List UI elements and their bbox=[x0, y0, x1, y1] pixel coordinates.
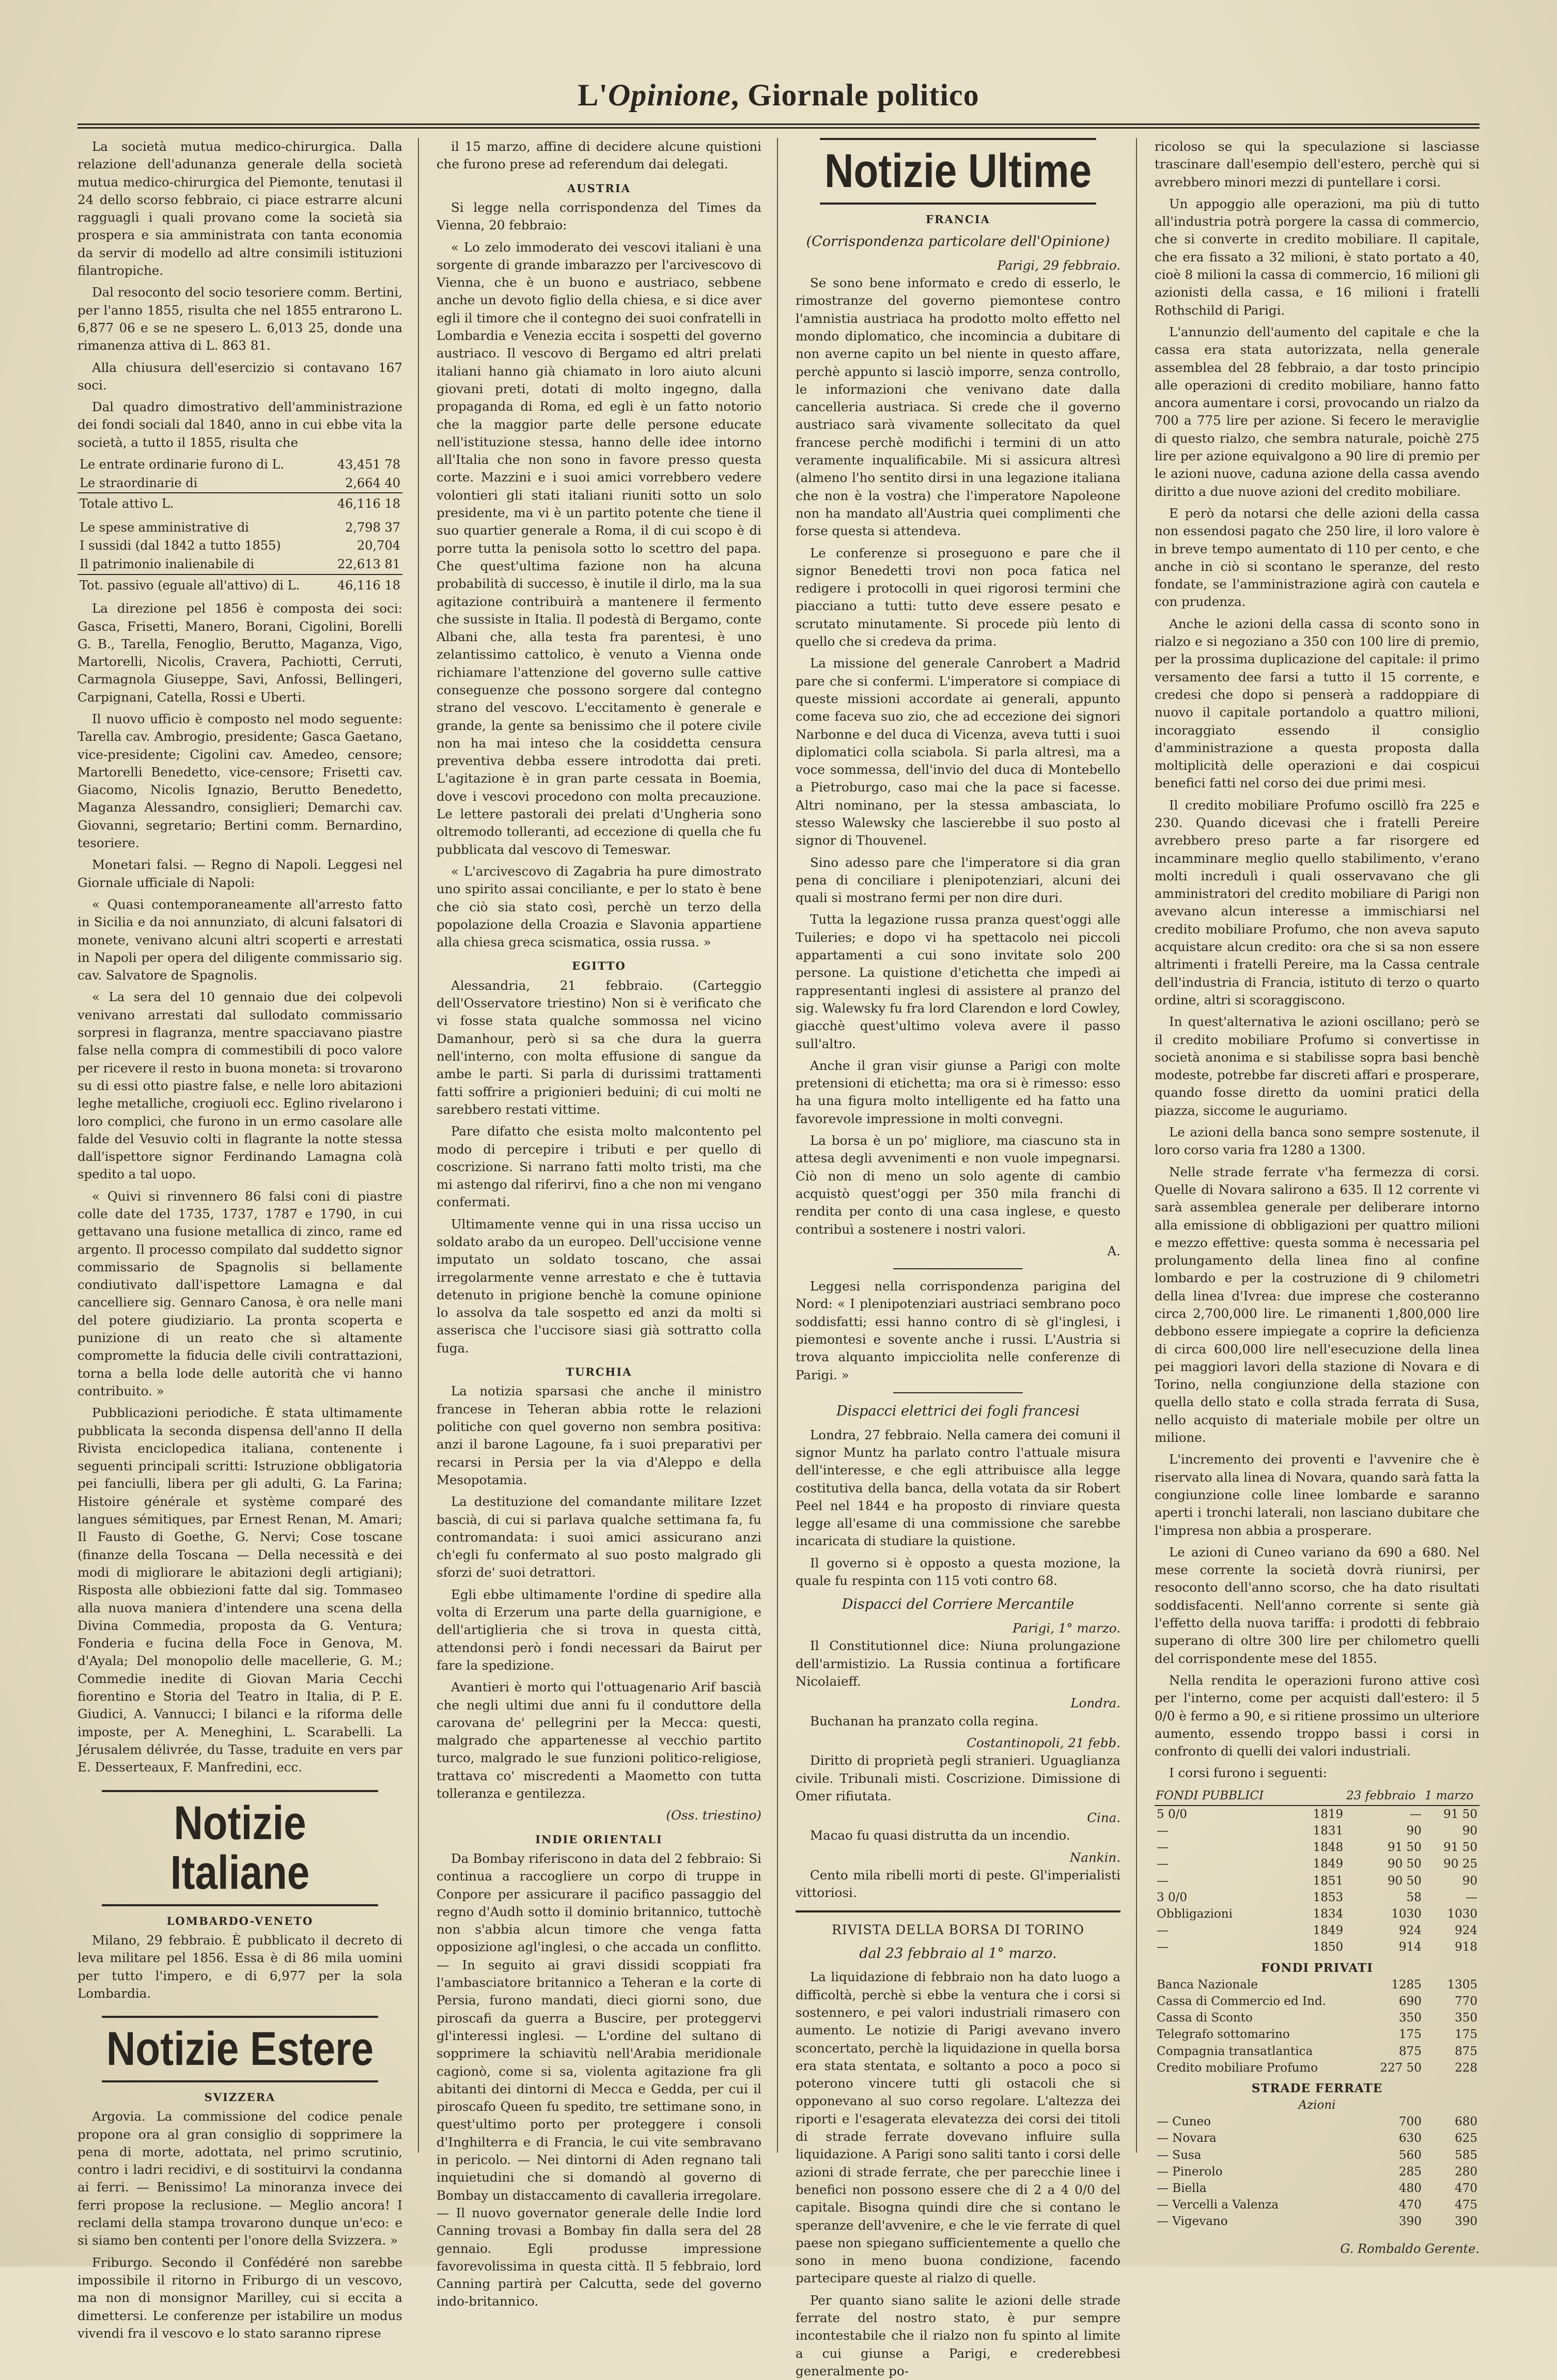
divider bbox=[796, 1910, 1120, 1912]
accounts-table-passive bbox=[77, 519, 402, 595]
article-paragraph: L'annunzio dell'aumento del capitale e che la cassa era stata autorizzata, nella generale assemblea del 28 febbraio, a dar tosto principio alle operazioni di credito mobiliare, hanno fatto ancora aumentare i corsi, provocando un rialzo da 700 a 775 lire per azione. Si fecero le meraviglie di questo rialzo, che sembra naturale, poichè 275 lire per azione equivalgono a 90 lire di premio per le azioni nuove, caduna azione della cassa avendo diritto a due nuove azioni del credito mobiliare. bbox=[1155, 324, 1480, 499]
dateline: Costantinopoli, 21 febb. bbox=[967, 1735, 1120, 1750]
table-row: — Vigevano 390 390 bbox=[1157, 2215, 1477, 2229]
subsection-heading: SVIZZERA bbox=[204, 2090, 276, 2104]
article-paragraph: Diritto di proprietà pegli stranieri. Uguaglianza civile. Tribunali misti. Coscrizione. Dimissione di Omer rifiutata. bbox=[796, 1753, 1120, 1803]
table-row: — 1850 914 918 bbox=[1157, 1940, 1477, 1954]
private-funds-rows bbox=[1155, 1977, 1480, 2076]
article-paragraph: Dal resoconto del socio tesoriere comm. Bertini, per l'anno 1855, risulta che nel 1855 entrarono L. 6,877 06 e se ne spesero L. 6,013 25, donde una rimanenza attiva di L. 863 81. bbox=[77, 285, 402, 353]
dateline: Londra. bbox=[1070, 1695, 1120, 1711]
table-row: — 1831 90 90 bbox=[1157, 1824, 1477, 1838]
quotations-table bbox=[1155, 1786, 1480, 2230]
article-paragraph: La destituzione del comandante militare Izzet bascià, di cui si parlava qualche settimana fa, fu contromandata: i suoi amici assicurano anzi ch'egli fu confermato al suo posto malgrado gli sforzi de' suoi detrattori. bbox=[437, 1494, 761, 1580]
article-paragraph: Londra, 27 febbraio. Nella camera dei comuni il signor Muntz ha parlato contro l'attuale misura dell'interesse, e che egli attribuisce alla legge costitutiva della banca, della votata da sir Robert Peel nel 1844 e ha proposto di rinviare questa legge all'esame di una commissione che sarebbe incaricata di studiare la quistione. bbox=[796, 1427, 1120, 1549]
article-paragraph: Le azioni della banca sono sempre sostenute, il loro corso varia fra 1280 a 1300. bbox=[1155, 1125, 1480, 1158]
article-paragraph: La direzione pel 1856 è composta dei soci: Gasca, Frisetti, Manero, Borani, Cigolini, Borelli G. B., Tarella, Fenoglio, Berutto, Maganza, Vigo, Martorelli, Nicolis, Cravera, Pachiotti, Cerruti, Carmagnola Giuseppe, Savi, Anfossi, Bellingeri, Carpignani, Catella, Rossi e Uberti. bbox=[77, 601, 402, 705]
article-paragraph: « Quivi si rinvennero 86 falsi coni di piastre colle date del 1735, 1737, 1787 e 1790, in cui gettavano una fusione metallica di zinco, rame ed argento. Il processo compilato dal suddetto signor commissario de Spagnolis si bellamente condiutivato dall'ispettore Lamagna e dal cancelliere sig. Gennaro Canosa, è ora nelle mani del potere giudiziario. La pronta scoperta e punizione di un reato che sì altamente compromette la fiducia delle civili contrattazioni, torna a bella lode delle autorità che vi hanno contribuito. » bbox=[77, 1188, 402, 1398]
column-1 bbox=[77, 138, 419, 2341]
table-row: Compagnia transatlantica 875 875 bbox=[1157, 2044, 1477, 2058]
article-paragraph: Buchanan ha pranzato colla regina. bbox=[810, 1713, 1039, 1729]
subsection-heading: AUSTRIA bbox=[567, 181, 631, 195]
divider bbox=[893, 1392, 1023, 1393]
section-heading-estere: Notizie Estere bbox=[102, 2016, 378, 2082]
article-paragraph: Le azioni di Cuneo variano da 690 a 680. Nel mese corrente la società dovrà riunirsi, per resoconto dell'anno scorso, che ha dato risultati soddisfacenti. Nell'anno corrente si sente già l'effetto della nuova tariffa: i prodotti di febbraio superano di oltre 300 lire per chilometro quelli del corrispondente mese del 1855. bbox=[1155, 1544, 1480, 1666]
article-paragraph: La società mutua medico-chirurgica. Dalla relazione dell'adunanza generale della società mutua medico-chirurgica del Piemonte, tenutasi il 24 dello scorso febbraio, ci piace estrarre alcuni ragguagli i quali provano come la società sia prospera e sia amministrata con tanta economia da servir di modello ad altre consimili istituzioni filantropiche. bbox=[77, 139, 402, 278]
table-row: 5 0/0 1819 — 91 50 bbox=[1157, 1807, 1477, 1821]
table-row: — 1849 90 50 90 25 bbox=[1157, 1857, 1477, 1871]
article-paragraph: Il nuovo ufficio è composto nel modo seguente: Tarella cav. Ambrogio, presidente; Gasca Gaetano, vice-presidente; Cigolini cav. Amedeo, censore; Martorelli Benedetto, vice-censore; Frisetti cav. Giacomo, Nicolis Ignazio, Berutto Benedetto, Maganza Alessandro, consiglieri; Demarchi cav. Giovanni, segretario; Bertini comm. Bernardino, tesoriere. bbox=[77, 711, 402, 851]
article-paragraph: Il Constitutionnel dice: Niuna prolungazione dell'armistizio. La Russia continua a fortificare Nicolaieff. bbox=[796, 1638, 1120, 1689]
dispatch-heading: Dispacci elettrici dei fogli francesi bbox=[836, 1403, 1080, 1419]
signature: G. Rombaldo Gerente. bbox=[1340, 2241, 1480, 2256]
article-paragraph: L'incremento dei proventi e l'avvenire che è riservato alla linea di Novara, quando sarà fatta la congiunzione colle linee lombarde e saranno aperti i tronchi laterali, non lasciano dubitare che l'impresa non abbia a prosperare. bbox=[1155, 1452, 1480, 1538]
article-paragraph: « Lo zelo immoderato dei vescovi italiani è una sorgente di grande imbarazzo per l'arcivescovo di Vienna, che è un buono e austriaco, sebbene anche un devoto figlio della chiesa, e si dice aver egli il timore che il contegno dei suoi confratelli in Lombardia e Venezia eccita i sospetti del governo austriaco. Il vescovo di Bergamo ed altri prelati italiani hanno già chiamato in loro aiuto alcuni giovani preti, dotati di molto ingegno, dalla propaganda di Roma, ed egli è un fatto notorio che la maggior parte delle persone educate nell'istituzione stessa, hanno delle idee intorno all'Italia che non sono in favore presso questa corte. Mazzini e i suoi amici vorrebbero vedere volontieri gli stati italiani riuniti sotto un solo presidente, ma vi è un partito potente che tiene il suo quartier generale a Roma, il di cui scopo è di porre tutta la penisola sotto lo scettro del papa. Che quest'ultima fazione non ha alcuna probabilità di successo, è inutile il dirlo, ma la sua agitazione contribuirà a mantenere il fermento che sussiste in Italia. Il podestà di Bergamo, conte Albani che, alla testa fra parentesi, è uno zelantissimo cattolico, è venuto a Vienna onde richiamare l'attenzione del governo sulle cattive conseguenze che possono sorgere dal contegno strano del vescovo. L'eccitamento è generale e grande, la gente sa benissimo che il potere civile non ha mai inteso che la cosiddetta censura preventiva debba essere introdotta dai preti. L'agitazione è in gran parte cessata in Boemia, dove i vescovi procedono con molta precauzione. Le lettere pastorali dei prelati d'Ungheria sono oltremodo tolleranti, ad eccezione di quella che fu pubblicata dal vescovo di Temeswar. bbox=[437, 239, 761, 857]
article-paragraph: Alessandria, 21 febbraio. (Carteggio dell'Osservatore triestino) Non si è verificato che vi fosse stata qualche sommossa nel vicino Damanhour, però si sa che dura la guerra nell'interno, con molta effusione di sangue da ambe le parti. Si parla di durissimi trattamenti fatti soffrire a prigionieri beduini; di cui molti ne sarebbero restati vittime. bbox=[437, 977, 761, 1117]
table-row: Il patrimonio inalienabile di 22,613 81 bbox=[80, 557, 400, 572]
table-row: Obbligazioni 1834 1030 1030 bbox=[1157, 1907, 1477, 1921]
article-paragraph: Egli ebbe ultimamente l'ordine di spedire alla volta di Erzerum una parte della guarnigione, e dell'artiglieria che si trova in questa città, attendonsi però i fondi necessari da Bairut per fare la spedizione. bbox=[437, 1586, 761, 1673]
article-paragraph: Anche le azioni della cassa di sconto sono in rialzo e si negoziano a 350 con 100 lire di premio, per la prossima duplicazione del capitale: il primo versamento dee farsi a tutto il 15 corrente, e credesi che dopo si penserà a raddoppiare di nuovo il capitale portandolo a quattro milioni, incoraggiato essendo il consiglio d'amministrazione a questa proposta dalla moltiplicità delle operazioni e dai cospicui benefici fatti nel corso dei due primi mesi. bbox=[1155, 616, 1480, 791]
masthead-title: Opinione bbox=[608, 78, 731, 112]
table-header-row: FONDI PUBBLICI 23 febbraio 1 marzo bbox=[1155, 1786, 1480, 1806]
article-paragraph: Un appoggio alle operazioni, ma più di tutto all'industria potrà porgere la cassa di commercio, che si converte in credito mobiliare. Il capitale, che era fissato a 32 milioni, è stato portato a 40, cioè 8 milioni la cassa di commercio, 16 milioni gli azionisti della cassa, e 16 milioni i fratelli Rothschild di Parigi. bbox=[1155, 196, 1480, 318]
article-paragraph: La missione del generale Canrobert a Madrid pare che si confermi. L'imperatore si compiace di queste missioni accordate ai generali, appunto come faceva suo zio, che ad eccezione dei signori Narbonne e del duca di Vicenza, aveva tutti i suoi diplomatici colla sciabola. Si parla altresì, ma a voce sommessa, dell'invio del duca di Montebello a Pietroburgo, caso mai che la pace si facesse. Altri nominano, per la stessa ambasciata, lo stesso Walewsky che lascierebbe il suo posto al signor di Thouvenel. bbox=[796, 656, 1120, 848]
table-row: Cassa di Sconto 350 350 bbox=[1157, 2011, 1477, 2025]
article-paragraph: Macao fu quasi distrutta da un incendio. bbox=[810, 1828, 1070, 1843]
table-row: — Vercelli a Valenza 470 475 bbox=[1157, 2198, 1477, 2212]
source-attribution: (Oss. triestino) bbox=[666, 1808, 761, 1823]
article-paragraph: Se sono bene informato e credo di esserlo, le rimostranze del governo piemontese contro l'amnistia austriaca ha prodotto molto effetto nel mondo diplomatico, che incomincia a dubitare di non averne capito un bel niente in questo affare, perchè appunto si lasciò imporre, senza controllo, le informazioni che venivano date dalla cancelleria austriaca. Si crede che il governo austriaco sarà vivamente sollecitato da quel francese perchè modifichi i termini di un atto veramente inqualificabile. Mi si assicura altresì (almeno l'ho sentito dirsi in una legazione italiana che non è la vostra) che l'imperatore Napoleone non ha mandato all'Austria quei complimenti che forse questa si attendeva. bbox=[796, 275, 1120, 539]
table-row: — Novara 630 625 bbox=[1157, 2132, 1477, 2145]
subsection-heading: TURCHIA bbox=[566, 1365, 632, 1379]
dateline: Nankin. bbox=[1069, 1849, 1120, 1865]
article-paragraph: Cento mila ribelli morti di peste. Gl'imperialisti vittoriosi. bbox=[796, 1868, 1120, 1901]
article-paragraph: La notizia sparsasi che anche il ministro francese in Teheran abbia rotte le relazioni politiche con quel governo non sembra positiva: anzi il barone Lagoune, fa i suoi preparativi per recarsi in Persia per la via d'Aleppo e della Mesopotamia. bbox=[437, 1383, 761, 1487]
table-subgroup-row: Azioni bbox=[1298, 2098, 1336, 2112]
article-paragraph: Pubblicazioni periodiche. È stata ultimamente pubblicata la seconda dispensa dell'anno II della Rivista enciclopedica italiana, contenente i seguenti principali scritti: Istruzione obbligatoria pei fanciulli, libera per gli adulti, G. La Farina; Histoire générale et système comparé des langues sémitiques, par Ernest Renan, M. Amari; Il Fausto di Goethe, G. Nervi; Cose toscane (finanze della Toscana — Della necessità e dei modi di migliorare le abitazioni degli artigiani); Risposta alle obbiezioni fatte dal sig. Tommaseo alla nuova maniera d'intendere una scena della Divina Commedia, proposta da G. Ventura; Fonderia e fucina della Foce in Genova, M. d'Ayala; Del monopolio delle macellerie, G. M.; Commedie inedite di Giovan Maria Cecchi fiorentino e Storia del Teatro in Italia, di P. E. Giudici, A. Vannucci; I bilanci e la riforma delle imposte, per A. Meneghini, L. Scarabelli. La Jérusalem délivrée, du Tasse, traduite en vers par E. Desserteaux, F. Manfredini, ecc. bbox=[77, 1405, 402, 1775]
table-row: — 1849 924 924 bbox=[1157, 1924, 1477, 1938]
article-paragraph: Pare difatto che esista molto malcontento pel modo di percepire i tributi e per quello di coscrizione. Si narrano fatti molto tristi, ma che mi astengo dal riferirvi, fino a che non mi vengano confermati. bbox=[437, 1124, 761, 1210]
subsection-heading: INDIE ORIENTALI bbox=[535, 1832, 663, 1846]
article-paragraph: Nella rendita le operazioni furono attive così per l'interno, come per acquisti dall'estero: il 5 0/0 è fermo a 90, e si ritiene prossimo un ulteriore aumento, essendo troppo bassi i corsi in confronto di quelli dei valori industriali. bbox=[1155, 1672, 1480, 1759]
table-row: — Biella 480 470 bbox=[1157, 2182, 1477, 2196]
article-paragraph: E però da notarsi che delle azioni della cassa non essendosi pagato che 250 lire, il loro valore è in breve tempo aumentato di 110 per cento, e che anche in ciò si scontano le speranze, del resto fondate, se l'amministrazione agirà con cautela e con prudenza. bbox=[1155, 505, 1480, 610]
railway-rows bbox=[1155, 2113, 1480, 2230]
table-row: — Susa 560 585 bbox=[1157, 2148, 1477, 2162]
article-paragraph: Milano, 29 febbraio. È pubblicato il decreto di leva militare pel 1856. Essa è di 86 mila uomini per tutto l'impero, e di 6,977 per la sola Lombardia. bbox=[77, 1933, 402, 2001]
divider bbox=[893, 1268, 1023, 1269]
article-paragraph: Monetari falsi. — Regno di Napoli. Leggesi nel Giornale ufficiale di Napoli: bbox=[77, 857, 402, 890]
masthead-subtitle: , Giornale politico bbox=[731, 78, 979, 112]
article-paragraph: Per quanto siano salite le azioni delle strade ferrate del nostro stato, è pur sempre incontestabile che il rialzo non fu spinto al limite a cui giunse a Parigi, e crederebbesi generalmente po- bbox=[796, 2292, 1120, 2378]
article-paragraph: Si legge nella corrispondenza del Times da Vienna, 20 febbraio: bbox=[437, 199, 761, 233]
public-funds-rows bbox=[1155, 1806, 1480, 1956]
article-paragraph: Friburgo. Secondo il Confédéré non sarebbe impossibile il ritorno in Friburgo di un vescovo, ma non di monsignor Marilley, cui si eccita a dimettersi. Le conferenze per istabilire un modus vivendi fra il vescovo e lo stato saranno riprese bbox=[77, 2254, 402, 2341]
dispatch-heading: Dispacci del Corriere Mercantile bbox=[842, 1596, 1075, 1613]
table-row: Telegrafo sottomarino 175 175 bbox=[1157, 2028, 1477, 2042]
masthead-prefix: L' bbox=[578, 78, 608, 112]
article-paragraph: La borsa è un po' migliore, ma ciascuno sta in attesa degli avvenimenti e non vuole impegnarsi. Ciò non di meno un solo agente di cambio acquistò quest'oggi per 350 mila franchi di rendita per conto di una casa inglese, e questo contribuì a sostenere i nostri valori. bbox=[796, 1133, 1120, 1237]
table-row: Le straordinarie di 2,664 40 bbox=[80, 475, 400, 490]
article-paragraph: Anche il gran visir giunse a Parigi con molte pretensioni di etichetta; ma ora si è rimesso: esso ha una figura molto intelligente ed ha fatto una favorevole impressione in molti convegni. bbox=[796, 1057, 1120, 1126]
subsection-heading: LOMBARDO-VENETO bbox=[166, 1914, 314, 1927]
accounts-table-active bbox=[77, 456, 402, 514]
article-paragraph: Ultimamente venne qui in una rissa ucciso un soldato arabo da un europeo. Dell'uccisione venne imputato un soldato toscano, che assai irregolarmente venne arrestato e che è tuttavia detenuto in prigione benchè la comune opinione lo assolva da tale sospetto ed anzi da molti si asserisca che l'uccisore siasi già sottratto colla fuga. bbox=[437, 1216, 761, 1356]
rivista-subheading: dal 23 febbraio al 1° marzo. bbox=[859, 1945, 1057, 1962]
article-paragraph: il 15 marzo, affine di decidere alcune quistioni che furono prese ad referendum dai delegati. bbox=[437, 139, 761, 172]
dateline: Parigi, 1° marzo. bbox=[1013, 1621, 1120, 1636]
dateline: Cina. bbox=[1087, 1810, 1120, 1826]
article-paragraph: La liquidazione di febbraio non ha dato luogo a difficoltà, perchè si ebbe la ventura che i corsi si sostennero, e pei valori industriali rimasero con aumento. Le notizie di Parigi avevano invero sconcertato, perchè la liquidazione in quella borsa era stata stentata, e soltanto a poco a poco si poterono vincere tutti gli ostacoli che si opponevano al suo corso regolare. L'altezza dei riporti e l'esagerata elevatezza dei corsi dei titoli di strade ferrate dovevano influire sulla liquidazione. A Parigi sono saliti tanto i corsi delle azioni di strade ferrate, che per parecchie linee i benefici non possono essere che di 2 a 4 0/0 del capitale. Bisogna quindi dire che si contano le speranze dell'avvenire, e che le vie ferrate di quel paese non spiegano sufficientemente a quello che sono in meno buona condizione, facendo partecipare queste al rialzo di quelle. bbox=[796, 1969, 1120, 2286]
table-row: Le entrate ordinarie furono di L. 43,451 78 bbox=[80, 457, 400, 472]
table-row-total: Totale attivo L. 46,116 18 bbox=[77, 493, 402, 514]
table-row: Banca Nazionale 1285 1305 bbox=[1157, 1978, 1477, 1992]
table-row: 3 0/0 1853 58 — bbox=[1157, 1890, 1477, 1904]
table-row: Cassa di Commercio ed Ind. 690 770 bbox=[1157, 1994, 1477, 2008]
column-3 bbox=[796, 138, 1137, 2378]
article-paragraph: Da Bombay riferiscono in data del 2 febbraio: Si continua a raccogliere un corpo di truppe in Conpore per assicurare il pacifico passaggio del regno d'Audh sotto il dominio britannico, tuttochè non s'abbia alcun timore che venga fatta opposizione agl'inglesi, o che accada un conflitto. — In seguito ai gravi dissidi scoppiati fra l'ambasciatore britannico a Teheran e la corte di Persia, furono mandati, dieci giorni sono, due piroscafi da guerra a Buscire, per proteggervi gl'interessi inglesi. — L'ordine del sultano di sopprimere la schiavitù nell'Arabia meridionale cagionò, come si sa, violenta agitazione fra gli abitanti dei dintorni di Mecca e Gedda, per cui il piroscafo Queen fu spedito, tre settimane sono, in quest'ultimo porto per proteggere i consoli d'Inghilterra e di Francia, le cui vite sembravano in pericolo. — Nei dintorni di Aden regnano tali inquietudini che si domandò al governo di Bombay un distaccamento di cavalleria irregolare. — Il nuovo governator generale delle Indie lord Canning trovasi a Bombay fin dalla sera del 28 gennaio. Egli produsse impressione favorevolissima in questa città. Il 5 febbraio, lord Canning partirà per Calcutta, sede del governo indo-britannico. bbox=[437, 1850, 761, 2309]
table-row: — 1851 90 50 90 bbox=[1157, 1874, 1477, 1888]
masthead bbox=[77, 77, 1480, 129]
article-paragraph: Nelle strade ferrate v'ha fermezza di corsi. Quelle di Novara salirono a 635. Il 12 corrente vi sarà assemblea generale per deliberare intorno alla emissione di obbligazioni per quattro milioni e mezzo effettive: questa somma è necessaria pel prolungamento della linea fino al confine lombardo e per la costruzione di 9 chilometri della linea d'Ivrea: due imprese che costeranno circa 2,700,000 lire. Le rimanenti 1,800,000 lire debbono essere impiegate a coprire la deficienza di circa 600,000 lire nell'esecuzione della linea pei maggiori lavori della stazione di Novara e di Torino, nella congiunzione della stazione con quella dello stato e colla strada ferrata di Susa, nello acquisto di materiale mobile per oltre un milione. bbox=[1155, 1164, 1480, 1445]
rivista-heading: RIVISTA DELLA BORSA DI TORINO bbox=[832, 1922, 1084, 1937]
article-paragraph: In quest'alternativa le azioni oscillano; però se il credito mobiliare Profumo si convertisse in società anonima e si stabilisse sopra basi benchè modeste, potrebbe far discreti affari e prosperare, quando fosse diretto da uomini pratici della piazza, siccome le auguriamo. bbox=[1155, 1014, 1480, 1118]
subsection-heading: FRANCIA bbox=[926, 212, 990, 226]
article-paragraph: Le conferenze si proseguono e pare che il signor Benedetti trovi non poca fatica nel redigere i protocolli in quei rigorosi termini che piacciano a tutti: tutto deve essere pesato e scrutato minutamente. Si procede più lento di quello che si credeva da prima. bbox=[796, 545, 1120, 649]
section-heading-italiane: Notizie Italiane bbox=[102, 1790, 378, 1906]
table-group-row: FONDI PRIVATI bbox=[1261, 1961, 1373, 1975]
article-paragraph: Alla chiusura dell'esercizio si contavano 167 soci. bbox=[77, 360, 402, 393]
article-paragraph: Il governo si è opposto a questa mozione, la quale fu respinta con 115 voti contro 68. bbox=[796, 1555, 1120, 1589]
article-paragraph: Leggesi nella corrispondenza parigina del Nord: « I plenipotenziari austriaci sembrano poco soddisfatti; essi hanno contro di sè gl'inglesi, i piemontesi e sovente anche i russi. L'Austria si trova alquanto impicciolita nelle conferenze di Parigi. » bbox=[796, 1279, 1120, 1382]
table-row: — Cuneo 700 680 bbox=[1157, 2115, 1477, 2129]
article-paragraph: Avantieri è morto qui l'ottuagenario Arif bascià che negli ultimi due anni fu il conduttore della carovana de' pellegrini per la Mecca: questi, malgrado che appartenesse al vecchio partito turco, malgrado le sue funzioni politico-religiose, trattava co' miscredenti a Maometto con tutta tolleranza e gentilezza. bbox=[437, 1679, 761, 1801]
column-2 bbox=[437, 138, 778, 2309]
dateline: Parigi, 29 febbraio. bbox=[997, 257, 1120, 273]
table-row-total: Tot. passivo (eguale all'attivo) di L. 46,116 18 bbox=[77, 574, 402, 595]
author-initial: A. bbox=[1107, 1243, 1120, 1258]
article-paragraph: « L'arcivescovo di Zagabria ha pure dimostrato uno spirito assai conciliante, e per lo stato è bene che ciò sia stato così, perchè un terzo della popolazione della Croazia e Slavonia appartiene alla chiesa greca scismatica, ossia russa. » bbox=[437, 863, 761, 950]
table-group-row: STRADE FERRATE bbox=[1251, 2081, 1383, 2095]
table-row: Credito mobiliare Profumo 227 50 228 bbox=[1157, 2061, 1477, 2075]
article-paragraph: « Quasi contemporaneamente all'arresto fatto in Sicilia e da noi annunziato, di alcuni falsatori di monete, venivano alcuni altri scoperti e arrestati in Napoli per opera del diligente commissario sig. cav. Salvatore de Spagnolis. bbox=[77, 896, 402, 983]
article-paragraph: Il credito mobiliare Profumo oscillò fra 225 e 230. Quando dicevasi che i fratelli Pereire avrebbero preso parte a far risorgere ed incamminare meglio quello stabilimento, v'erano molti incredulì i quali osservavano che gli amministratori del credito mobiliare di Parigi non avevano alcun interesse a immischiarsi nel credito mobiliare Profumo, che non aveva saputo acquistare alcun credito: ora che si sa non essere altrimenti i fratelli Pereire, ma la Cassa centrale dell'industria di Francia, istituto di terzo o quarto ordine, altri si scoraggiscono. bbox=[1155, 797, 1480, 1007]
article-paragraph: Argovia. La commissione del codice penale propone ora al gran consiglio di sopprimere la pena di morte, adottata, nel primo scrutinio, contro i ladri recidivi, e di sostituirvi la condanna ai ferri. — Benissimo! La minoranza invece dei ferri propose la reclusione. — Meglio ancora! I reclami della stampa trovarono dunque un'eco: e si siamo ben contenti per l'onore della Svizzera. » bbox=[77, 2109, 402, 2248]
table-row: — Pinerolo 285 280 bbox=[1157, 2165, 1477, 2179]
article-paragraph: Dal quadro dimostrativo dell'amministrazione dei fondi sociali dal 1840, anno in cui ebbe vita la società, a tutto il 1855, risulta che bbox=[77, 399, 402, 450]
table-row: Le spese amministrative di 2,798 37 bbox=[80, 520, 400, 535]
correspondence-heading: (Corrispondenza particolare dell'Opinione) bbox=[806, 233, 1110, 250]
table-row: — 1848 91 50 91 50 bbox=[1157, 1841, 1477, 1855]
article-paragraph: « La sera del 10 gennaio due dei colpevoli venivano arrestati dal sullodato commissario sorpresi in flagranza, mentre spacciavano piastre false nella compra di commestibili di poco valore per ricevere il resto in buona moneta: si trovarono su di essi otto piastre false, e nelle loro abitazioni leghe metalliche, crogiuoli ecc. Eglino rivelarono i loro complici, che furono in un ermo casolare alle falde del Vesuvio colti in flagrante la notte stessa dall'ispettore signor Ferdinando Lamagna colà spedito a tal uopo. bbox=[77, 989, 402, 1182]
table-row: I sussidi (dal 1842 a tutto 1855) 20,704 bbox=[80, 538, 400, 553]
article-paragraph: Tutta la legazione russa pranza quest'oggi alle Tuileries; e dopo vi ha spettacolo nei piccoli appartamenti a cui sono invitate solo 200 persone. La quistione d'etichetta che impedì ai rappresentanti inglesi di assistere al pranzo del sig. Walewsky fu fra lord Clarendon e lord Cowley, giacchè quest'ultimo voleva avere il passo sull'altro. bbox=[796, 912, 1120, 1051]
subsection-heading: EGITTO bbox=[572, 959, 626, 973]
article-paragraph: Sino adesso pare che l'imperatore si dia gran pena di conciliare i plenipotenziari, alcuni dei quali si mostrano fermi per non dire duri. bbox=[796, 854, 1120, 906]
article-paragraph: I corsi furono i seguenti: bbox=[1169, 1765, 1327, 1781]
columns bbox=[77, 138, 1480, 2378]
column-4 bbox=[1155, 138, 1480, 2256]
section-heading-ultime: Notizie Ultime bbox=[820, 138, 1096, 205]
article-paragraph: ricoloso se qui la speculazione si lasciasse trascinare dall'esempio dell'estero, perchè qui si avrebbero minori mezzi di puntellare i corsi. bbox=[1155, 139, 1480, 190]
